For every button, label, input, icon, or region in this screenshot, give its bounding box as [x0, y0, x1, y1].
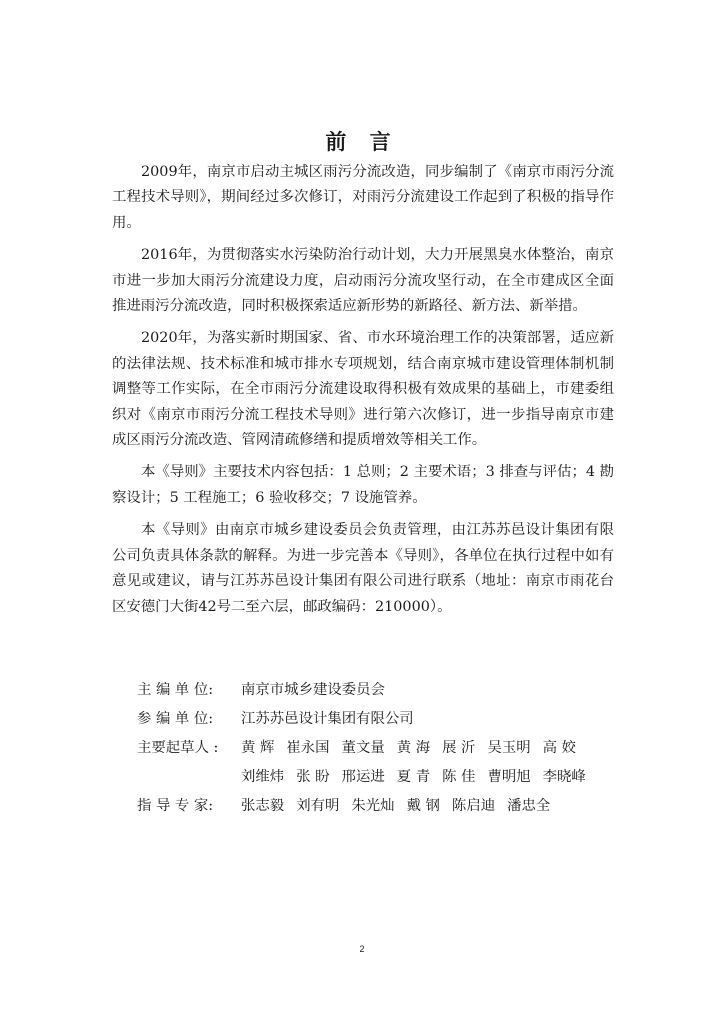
advisor-name: 戴 钢: [406, 798, 440, 814]
paragraph-2020: 2020年，为落实新时期国家、省、市水环境治理工作的决策部署，适应新的法律法规、技术标准和城市排水专项规划，结合南京城市建设管理体制机制调整等工作实际，在全市雨污分流建设取得积极有效成果的基础上，市建委组织对《南京市雨污分流工程技术导则》进行第六次修订，进一步指导南京市建成区雨污分流改造、管网清疏修缮和提质增效等相关工作。: [112, 330, 614, 449]
editor-row: [137, 676, 627, 705]
advisors-line: [241, 792, 627, 821]
editor-value: 南京市城乡建设委员会: [241, 682, 385, 698]
drafters-row: [137, 734, 627, 763]
co-editor-label: 参 编 单 位:: [137, 711, 214, 727]
drafter-name: 崔永国: [286, 740, 330, 756]
advisors-row: [137, 792, 627, 821]
drafters-line-1: [241, 734, 627, 763]
co-editor-value: 江苏苏邑设计集团有限公司: [241, 711, 414, 727]
drafter-name: 曹明旭: [487, 769, 531, 785]
page-title: 前 言: [325, 129, 399, 154]
drafter-name: 黄 辉: [241, 740, 275, 756]
drafters-row-2: [137, 763, 627, 792]
drafter-name: 张 盼: [296, 769, 330, 785]
paragraph-contact: 本《导则》由南京市城乡建设委员会负责管理，由江苏苏邑设计集团有限公司负责具体条款的解释。为进一步完善本《导则》，各单位在执行过程中如有意见或建议，请与江苏苏邑设计集团有限公司进行联系（地址：南京市雨花台区安德门大街42号二至六层，邮政编码：210000）。: [112, 522, 614, 615]
drafter-name: 吴玉明: [487, 740, 531, 756]
advisor-name: 潘忠全: [507, 798, 551, 814]
preface-body: [112, 160, 614, 627]
drafter-name: 邢运进: [341, 769, 385, 785]
drafters-label: 主要起草人 :: [137, 740, 219, 756]
advisor-name: 张志毅: [241, 798, 285, 814]
paragraph-contents: 本《导则》主要技术内容包括：1 总则；2 主要术语；3 排查与评估；4 勘察设计；5 工程施工；6 验收移交；7 设施管养。: [112, 464, 614, 506]
advisor-name: 陈启迪: [451, 798, 496, 814]
drafter-name: 刘维炜: [241, 769, 285, 785]
drafter-name: 董文量: [341, 740, 385, 756]
editor-label: 主 编 单 位:: [137, 682, 214, 698]
drafter-name: 陈 佳: [442, 769, 476, 785]
co-editor-row: [137, 705, 627, 734]
advisor-name: 刘有明: [296, 798, 340, 814]
drafter-name: 李晓峰: [542, 769, 586, 785]
advisors-label: 指 导 专 家:: [137, 798, 214, 814]
drafter-name: 黄 海: [396, 740, 431, 756]
drafter-name: 夏 青: [396, 769, 431, 785]
drafter-name: 高 姣: [542, 740, 576, 756]
page-number: 2: [359, 944, 365, 954]
paragraph-2009: 2009年，南京市启动主城区雨污分流改造，同步编制了《南京市雨污分流工程技术导则》，期间经过多次修订，对雨污分流建设工作起到了积极的指导作用。: [112, 164, 614, 231]
drafters-line-2: [241, 763, 627, 792]
advisor-name: 朱光灿: [351, 798, 395, 814]
credits-block: [137, 676, 627, 821]
drafter-name: 展 沂: [442, 740, 476, 756]
drafters-label-spacer: [137, 763, 241, 792]
paragraph-2016: 2016年，为贯彻落实水污染防治行动计划，大力开展黑臭水体整治，南京市进一步加大雨污分流建设力度，启动雨污分流攻坚行动，在全市建成区全面推进雨污分流改造，同时积极探索适应新形势的新路径、新方法、新举措。: [112, 247, 614, 315]
